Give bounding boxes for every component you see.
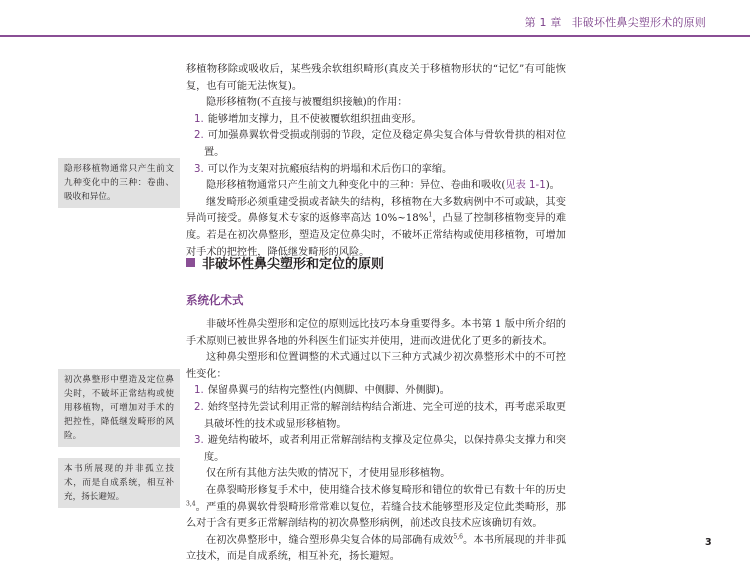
running-header: [0, 0, 750, 36]
upper-body-text: [186, 62, 566, 261]
paragraph: [186, 533, 566, 566]
paragraph: [186, 178, 566, 195]
list-number: 1.: [194, 385, 204, 397]
margin-note: 初次鼻整形中塑造及定位鼻尖时，不破坏正常结构或使用移植物，可增加对手术的把控性，降低继发畸形的风险。: [58, 369, 180, 447]
chapter-title: 非破坏性鼻尖塑形术的原则: [571, 16, 706, 29]
header-title: [525, 14, 706, 30]
list-number: 2.: [194, 130, 204, 142]
margin-note: 隐形移植物通常只产生前文九种变化中的三种：卷曲、吸收和异位。: [58, 158, 180, 208]
paragraph: 移植物移除或吸收后，某些残余软组织畸形(真皮关于移植物形状的“记忆”有可能恢复，也有可能无法恢复)。: [186, 64, 566, 92]
page-number: 3: [705, 537, 712, 548]
paragraph: 非破坏性鼻尖塑形和定位的原则远比技巧本身重要得多。本书第 1 版中所介绍的手术原则已被世界各地的外科医生们证实并使用，进而改进优化了更多的新技术。: [186, 319, 566, 347]
lower-body-text: [186, 317, 566, 566]
citation: 3,4: [186, 500, 196, 508]
list-text: 始终坚持先尝试利用正常的解剖结构结合渐进、完全可逆的技术，再考虑采取更具破坏性的技术或显形移植物。: [204, 401, 566, 430]
list-item: [186, 383, 566, 400]
paragraph-text: 隐形移植物通常只产生前文九种变化中的三种：异位、卷曲和吸收(: [206, 180, 506, 192]
list-text: 可以作为支架对抗瘢痕结构的坍塌和术后伤口的挛缩。: [207, 163, 453, 175]
list-text: 保留鼻翼弓的结构完整性(内侧脚、中侧脚、外侧脚)。: [207, 385, 450, 397]
subsection-heading: 系统化术式: [186, 293, 244, 307]
list-item: [186, 128, 566, 161]
table-reference-link[interactable]: 见表 1-1: [505, 180, 546, 192]
list-number: 1.: [194, 113, 204, 125]
paragraph-text: ，凸显了控制移植物变异的难度。若是在初次鼻整形，塑造及定位鼻尖时，不破坏正常结构或使用移植物，可增加对手术的把控性，降低继发畸形的风险。: [186, 213, 567, 258]
paragraph-text: 在鼻裂畸形修复手术中，使用缝合技术修复畸形和错位的软骨已有数十年的历史: [206, 484, 566, 496]
paragraph-text: )。: [545, 180, 560, 192]
paragraph: 仅在所有其他方法失败的情况下，才使用显形移植物。: [206, 468, 451, 480]
list-number: 2.: [194, 401, 204, 413]
paragraph-text: 。本书所展现的并非孤立技术，而是自成系统，相互补充，扬长避短。: [186, 534, 567, 563]
paragraph: [186, 195, 566, 261]
list-text: 可加强鼻翼软骨受损或削弱的节段，定位及稳定鼻尖复合体与骨软骨拱的相对位置。: [204, 130, 566, 158]
section-title: 非破坏性鼻尖塑形和定位的原则: [202, 257, 385, 272]
citation: 1: [428, 211, 433, 219]
list-item: [186, 162, 566, 179]
section-heading: [186, 253, 384, 272]
margin-note: 本书所展现的并非孤立技术，而是自成系统，相互补充，扬长避短。: [58, 458, 180, 508]
list-text: 能够增加支撑力，且不使被覆软组织扭曲变形。: [207, 113, 422, 125]
paragraph: 隐形移植物(不直接与被覆组织接触)的作用：: [206, 97, 408, 109]
citation: 5,6: [453, 533, 463, 541]
list-number: 3.: [194, 163, 204, 175]
list-item: [186, 400, 566, 433]
paragraph-text: 。严重的鼻翼软骨裂畸形常常难以复位，若缝合技术能够塑形及定位此类畸形，那么对于含有更多正常解剖结构的初次鼻整形病例，前述改良技术应该确切有效。: [186, 501, 566, 530]
chapter-number: 第 1 章: [524, 16, 562, 29]
paragraph: [186, 483, 566, 533]
paragraph-text: 继发畸形必须重建受损或者缺失的结构，移植物在大多数病例中不可或缺，其变异尚可接受。鼻修复术专家的返修率高达 10%~18%: [186, 196, 566, 225]
paragraph: 这种鼻尖塑形和位置调整的术式通过以下三种方式减少初次鼻整形术中的不可控性变化：: [186, 352, 566, 380]
paragraph-text: 在初次鼻整形中，缝合塑形鼻尖复合体的局部确有成效: [206, 534, 454, 546]
list-item: [186, 112, 566, 129]
list-item: [186, 433, 566, 466]
list-text: 避免结构破坏，或者利用正常解剖结构支撑及定位鼻尖，以保持鼻尖支撑力和突度。: [204, 435, 566, 463]
heading-square-icon: [186, 258, 195, 267]
list-number: 3.: [194, 435, 204, 447]
header-divider: [0, 35, 750, 37]
